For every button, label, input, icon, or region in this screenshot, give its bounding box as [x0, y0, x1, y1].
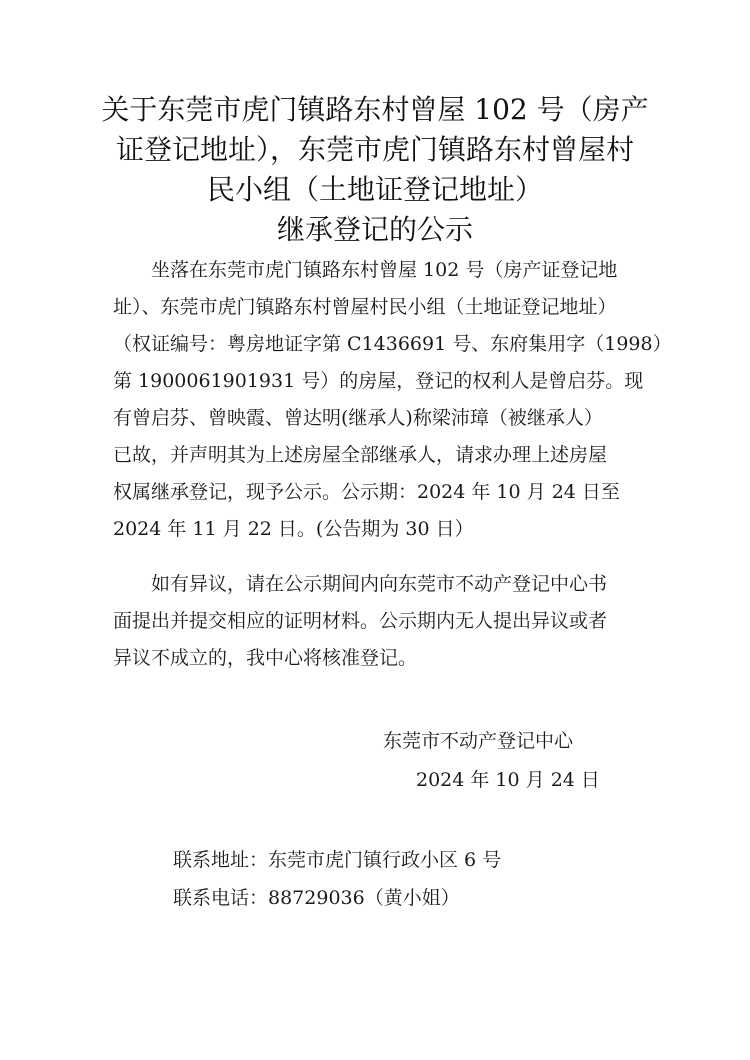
title-line-2: 证登记地址），东莞市虎门镇路东村曾屋村: [115, 133, 634, 166]
paragraph-1-line: 第 1900061901931 号）的房屋，登记的权利人是曾启芬。现: [113, 370, 644, 392]
signature-org: 东莞市不动产登记中心: [383, 730, 574, 752]
notice-paragraph-1: [113, 252, 672, 548]
paragraph-1-line: 坐落在东莞市虎门镇路东村曾屋 102 号（房产证登记地: [113, 259, 618, 281]
paragraph-1-line: （权证编号：粤房地证字第 C1436691 号、东府集用字（1998）: [113, 333, 672, 355]
paragraph-1-line: 有曾启芬、曾映霞、曾达明(继承人)称梁沛璋（被继承人）: [113, 407, 603, 429]
title-line-3: 民小组（土地证登记地址）: [206, 173, 543, 206]
paragraph-1-line: 权属继承登记，现予公示。公示期：2024 年 10 月 24 日至: [113, 481, 620, 503]
title-line-1: 关于东莞市虎门镇路东村曾屋 102 号（房产: [101, 93, 649, 126]
contact-phone: 联系电话：88729036（黄小姐）: [173, 887, 460, 909]
paragraph-1-line: 已故，并声明其为上述房屋全部继承人，请求办理上述房屋: [113, 444, 608, 466]
signature-date: 2024 年 10 月 24 日: [416, 769, 600, 791]
title-line-4: 继承登记的公示: [276, 213, 473, 246]
paragraph-1-line: 2024 年 11 月 22 日。(公告期为 30 日）: [113, 518, 474, 540]
notice-title: [90, 90, 660, 250]
contact-address: 联系地址：东莞市虎门镇行政小区 6 号: [173, 849, 502, 871]
paragraph-1-line: 址）、东莞市虎门镇路东村曾屋村民小组（土地证登记地址）: [113, 296, 617, 318]
paragraph-2-line: 面提出并提交相应的证明材料。公示期内无人提出异议或者: [113, 610, 608, 632]
paragraph-2-line: 异议不成立的，我中心将核准登记。: [113, 647, 418, 669]
notice-paragraph-2: [113, 566, 653, 677]
paragraph-2-line: 如有异议，请在公示期间内向东莞市不动产登记中心书: [113, 573, 608, 595]
